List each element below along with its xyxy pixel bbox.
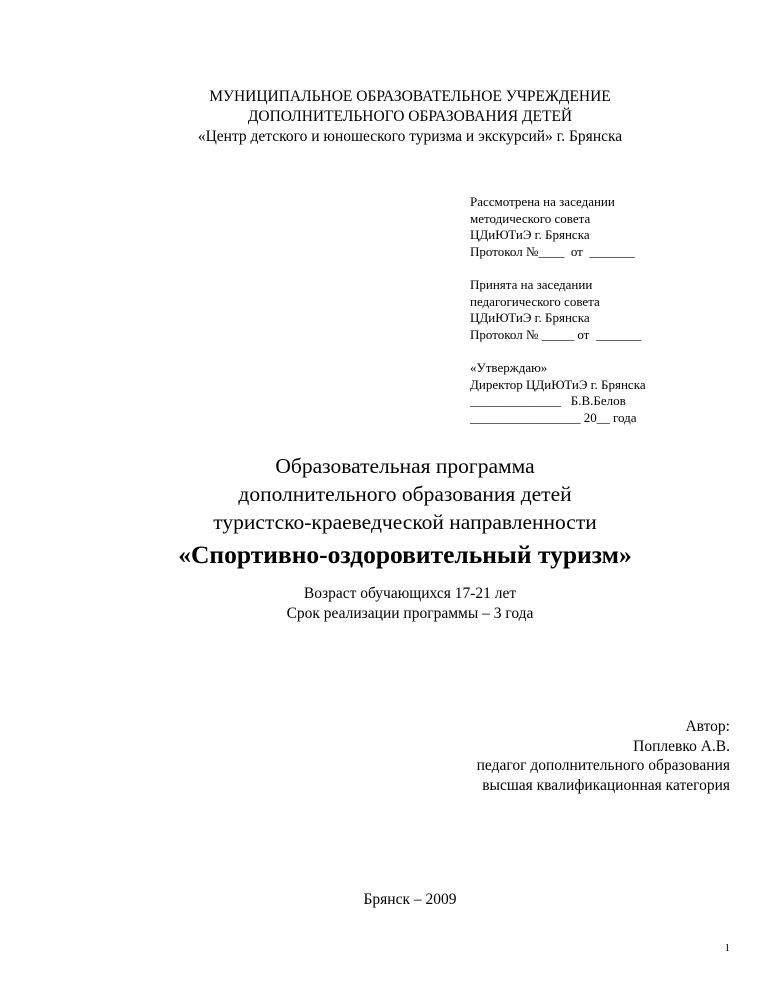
title-line-2: дополнительного образования детей xyxy=(238,482,572,506)
city-year: Брянск – 2009 xyxy=(363,891,457,908)
author-block xyxy=(310,717,730,795)
director-approval xyxy=(470,360,740,426)
title-line-1: Образовательная программа xyxy=(275,454,535,478)
institution-name-line-3: «Центр детского и юношеского туризма и экскурсий» г. Брянска xyxy=(197,128,623,145)
program-name: «Спортивно-оздоровительный туризм» xyxy=(178,540,632,569)
student-age: Возраст обучающихся 17-21 лет xyxy=(303,585,517,602)
approval-stamps xyxy=(470,194,740,443)
institution-name-line-1: МУНИЦИПАЛЬНОЕ ОБРАЗОВАТЕЛЬНОЕ УЧРЕЖДЕНИЕ xyxy=(209,88,611,105)
institution-name-line-2: ДОПОЛНИТЕЛЬНОГО ОБРАЗОВАНИЯ ДЕТЕЙ xyxy=(247,108,573,125)
approval-line: ЦДиЮТиЭ г. Брянска xyxy=(470,227,590,242)
institution-header xyxy=(100,87,720,147)
approval-line: Принята на заседании xyxy=(470,277,593,292)
program-duration: Срок реализации программы – 3 года xyxy=(286,605,534,622)
approval-line: _________________ 20__ года xyxy=(470,409,637,425)
title-line-3: туристско-краеведческой направленности xyxy=(213,510,597,534)
approval-line: ______________ Б.В.Белов xyxy=(470,393,626,408)
methodical-council-approval xyxy=(470,194,740,260)
approval-line: Протокол № _____ от _______ xyxy=(470,326,642,342)
author-name: Поплевко А.В. xyxy=(633,737,730,755)
page-number: 1 xyxy=(724,942,730,954)
program-meta xyxy=(140,584,680,624)
pedagogical-council-approval xyxy=(470,277,740,343)
author-category: высшая квалификационная категория xyxy=(482,776,730,794)
approval-line: «Утверждаю» xyxy=(470,360,548,375)
approval-line: Директор ЦДиЮТиЭ г. Брянска xyxy=(470,376,646,392)
approval-line: Протокол №____ от _______ xyxy=(470,243,635,259)
approval-line: Рассмотрена на заседании xyxy=(470,194,615,209)
program-title xyxy=(60,452,750,572)
approval-line: методического совета xyxy=(470,210,591,226)
author-position: педагог дополнительного образования xyxy=(476,757,730,774)
author-label: Автор: xyxy=(685,718,730,735)
approval-line: педагогического совета xyxy=(470,293,600,309)
approval-line: ЦДиЮТиЭ г. Брянска xyxy=(470,310,590,325)
